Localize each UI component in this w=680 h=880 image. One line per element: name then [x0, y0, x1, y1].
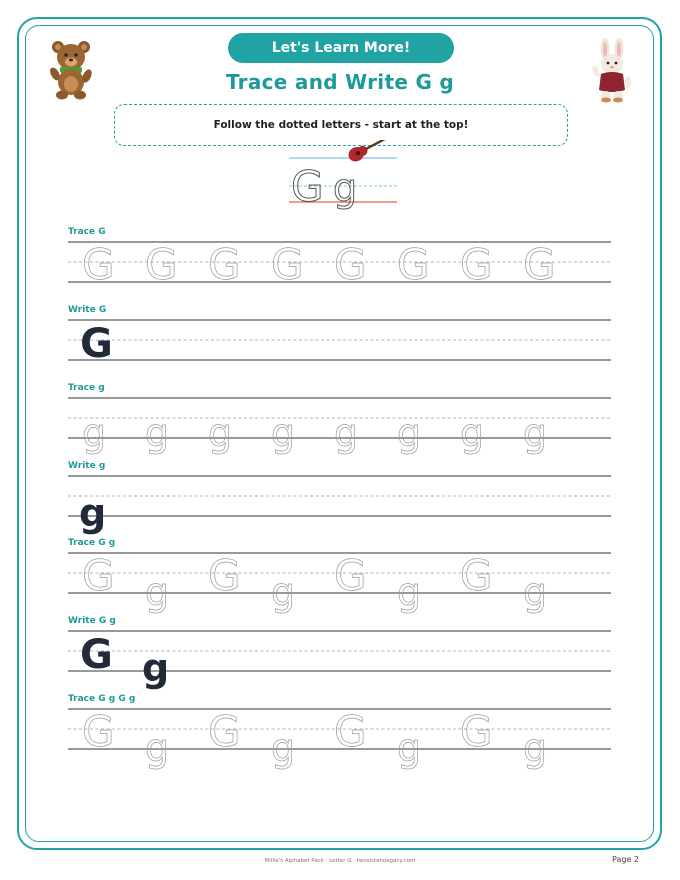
uppercase-letter-trace: G [82, 551, 115, 600]
lowercase-letter-trace: g [334, 411, 359, 455]
guitar-icon [346, 140, 396, 164]
lowercase-letter-trace: g [523, 726, 548, 770]
lowercase-letter-trace: g [145, 411, 170, 455]
lowercase-letter-trace: g [271, 411, 296, 455]
lowercase-letter-trace: g [82, 411, 107, 455]
lowercase-letter-trace: g [523, 570, 548, 614]
lowercase-letter-trace: g [145, 570, 170, 614]
writing-lines [68, 319, 611, 365]
footer-text: Millie's Alphabet Pack · Letter G · twosisterslegacy.com [264, 858, 416, 864]
uppercase-letter-trace: G [460, 240, 493, 289]
uppercase-letter-trace: G [397, 240, 430, 289]
lowercase-letter-write: g [79, 491, 107, 535]
banner: Let's Learn More! [228, 33, 454, 63]
lowercase-letter-write: g [142, 646, 170, 690]
uppercase-letter-trace: G [334, 240, 367, 289]
uppercase-letter-trace: G [460, 551, 493, 600]
demo-upper-letter: G [291, 162, 324, 211]
demo-lower-letter: g [333, 166, 358, 210]
uppercase-letter-write: G [80, 321, 113, 367]
lowercase-letter-trace: g [397, 570, 422, 614]
lowercase-letter-trace: g [523, 411, 548, 455]
letter-demo-illustration [285, 140, 400, 220]
teddy-bear-icon [46, 38, 96, 100]
section-label: Trace G g G g [68, 694, 136, 704]
lowercase-letter-trace: g [145, 726, 170, 770]
section-label: Write G [68, 305, 107, 315]
section-label: Trace G [68, 227, 106, 237]
uppercase-letter-trace: G [82, 240, 115, 289]
uppercase-letter-trace: G [208, 551, 241, 600]
lowercase-letter-trace: g [397, 411, 422, 455]
section-label: Trace G g [68, 538, 116, 548]
lowercase-letter-trace: g [397, 726, 422, 770]
bunny-icon [590, 38, 634, 104]
page-title: Trace and Write G g [225, 70, 455, 94]
uppercase-letter-write: G [80, 632, 113, 678]
lowercase-letter-trace: g [271, 570, 296, 614]
uppercase-letter-trace: G [334, 551, 367, 600]
uppercase-letter-trace: G [460, 707, 493, 756]
instruction-text: Follow the dotted letters - start at the top! [213, 119, 469, 131]
writing-lines [68, 475, 611, 521]
page-number: Page 2 [612, 855, 639, 864]
lowercase-letter-trace: g [208, 411, 233, 455]
uppercase-letter-trace: G [208, 707, 241, 756]
section-label: Trace g [68, 383, 105, 393]
section-label: Write G g [68, 616, 116, 626]
lowercase-letter-trace: g [460, 411, 485, 455]
section-label: Write g [68, 461, 106, 471]
uppercase-letter-trace: G [271, 240, 304, 289]
uppercase-letter-trace: G [208, 240, 241, 289]
uppercase-letter-trace: G [145, 240, 178, 289]
uppercase-letter-trace: G [82, 707, 115, 756]
lowercase-letter-trace: g [271, 726, 296, 770]
uppercase-letter-trace: G [334, 707, 367, 756]
uppercase-letter-trace: G [523, 240, 556, 289]
